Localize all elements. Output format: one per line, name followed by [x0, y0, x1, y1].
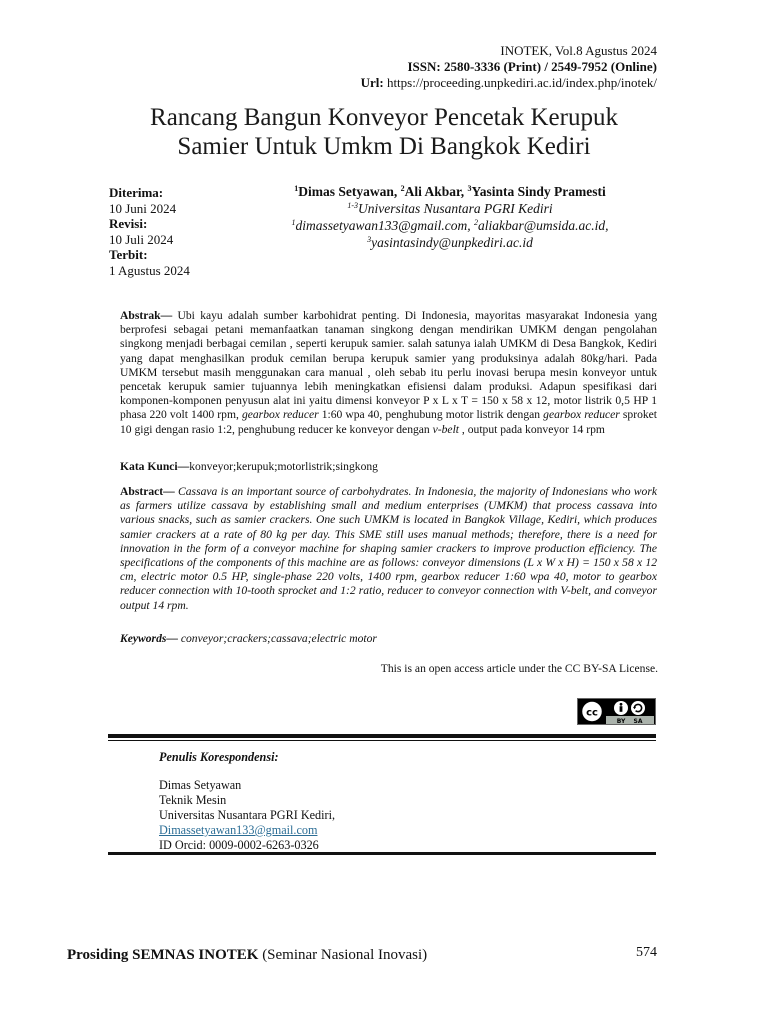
author-affiliation — [240, 200, 660, 217]
divider-bottom — [108, 852, 656, 855]
badge-by-text: BY — [616, 718, 626, 724]
revised-label: Revisi: — [109, 216, 148, 231]
revised-date: 10 Juli 2024 — [109, 231, 174, 247]
abstrak-italic-1: gearbox reducer — [241, 408, 319, 422]
keywords-label: Keywords— — [120, 632, 178, 645]
email-2-sup: 2 — [474, 218, 478, 227]
title-line-2: Samier Untuk Umkm Di Bangkok Kediri — [177, 133, 591, 160]
correspondence-univ: Universitas Nusantara PGRI Kediri, — [159, 808, 336, 822]
affiliation-sup: 1-3 — [347, 201, 359, 210]
correspondence-name: Dimas Setyawan — [159, 778, 242, 792]
author-names — [240, 183, 660, 200]
email-1[interactable]: dimassetyawan133@gmail.com, — [295, 218, 474, 233]
author-emails-line-2 — [240, 234, 660, 251]
journal-url-line — [361, 75, 657, 91]
author-3-sup: 3 — [467, 184, 472, 193]
correspondence-title: Penulis Korespondensi: — [159, 750, 279, 764]
kata-kunci-line — [120, 460, 657, 474]
cc-license-icon — [578, 699, 655, 724]
author-1: Dimas Setyawan, — [298, 184, 401, 199]
abstrak-text-2: 1:60 wpa 40, penghubung motor listrik dengan — [318, 408, 544, 422]
abstrak-italic-3: v-belt — [432, 422, 460, 436]
received-label: Diterima: — [109, 185, 164, 200]
correspondence-dept: Teknik Mesin — [159, 793, 227, 807]
abstrak-label: Abstrak— — [120, 309, 173, 322]
correspondence-email-link[interactable]: Dimassetyawan133@gmail.com — [159, 823, 318, 837]
abstrak-paragraph — [120, 309, 657, 437]
keywords-value: conveyor;crackers;cassava;electric motor — [177, 632, 377, 645]
journal-volume: INOTEK, Vol.8 Agustus 2024 — [500, 43, 657, 58]
divider-thin — [108, 740, 656, 741]
email-3-sup: 3 — [367, 235, 372, 244]
abstract-paragraph — [120, 485, 657, 613]
cc-by-sa-badge[interactable] — [577, 698, 656, 725]
email-1-sup: 1 — [291, 218, 296, 227]
received-date: 10 Juni 2024 — [109, 200, 177, 216]
footer-bold: Prosiding SEMNAS INOTEK — [67, 947, 259, 963]
published-label: Terbit: — [109, 247, 148, 262]
journal-url[interactable]: https://proceeding.unpkediri.ac.id/index.php/inotek/ — [386, 75, 657, 90]
abstract-text: Cassava is an important source of carbohydrates. In Indonesia, the majority of Indonesians who work as farmers utilize cassava by establishing small and medium enterprises (UMKM) that process cassava into various snacks, such as samier crackers. One such UMKM is located in Bangkok Village, Kediri, which produces samier crackers at a rate of 80 kg per day. This SME still uses manual methods; therefore, there is a need for innovation in the form of a conveyor machine for shaping samier crackers to improve production efficiency. The specifications of the components of this machine are as follows: conveyor dimensions (L x W x H) = 150 x 58 x 12 cm, electric motor 0.5 HP, single-phase 220 volts, 1400 rpm, gearbox reducer 1:60 wpa 40, motor to gearbox reducer connection with 10-tooth sprocket and 1:2 ratio, reducer to conveyor connection with V-belt, and conveyor output 14 rpm. — [120, 485, 657, 612]
page-number: 574 — [636, 945, 657, 960]
proceeding-footer — [67, 947, 427, 964]
url-label: Url: — [360, 75, 384, 90]
paper-title — [100, 103, 668, 161]
keywords-line — [120, 632, 657, 646]
badge-sa-text: SA — [633, 718, 643, 724]
abstrak-text-1: Ubi kayu adalah sumber karbohidrat penting. Di Indonesia, mayoritas masyarakat Indonesia yang berprofesi sebagai petani memanfaatkan tanaman singkong dengan mendirikan UMKM dengan pengolahan singkong menjadi berbagai cemilan , seperti kerupuk samier. salah satunya ialah UMKM di Desa Bangkok, Kediri yang dapat menghasilkan produk cemilan berupa kerupuk samier yang produksinya adalah 80kg/hari. Pada UMKM tersebut masih menggunakan cara manual , oleh sebab itu perlu inovasi berupa mesin konveyor untuk pencetak kerupuk samier tujuannya lebih meningkatkan efisiensi dalam produksi. Adapun spesifikasi dari komponen-komponen penyusun alat ini yaitu dimensi konveyor P x L x T = 150 x 58 x 12, motor listrik 0,5 HP 1 phasa 220 volt 1400 rpm, — [120, 309, 657, 422]
abstrak-text-3: sproket 10 gigi dengan rasio 1:2, penghubung reducer ke konveyor dengan — [120, 408, 658, 436]
email-2[interactable]: aliakbar@umsida.ac.id, — [478, 218, 609, 233]
article-dates — [109, 185, 190, 278]
title-line-1: Rancang Bangun Konveyor Pencetak Kerupuk — [150, 104, 618, 131]
author-block — [240, 183, 660, 251]
author-3: Yasinta Sindy Pramesti — [471, 184, 606, 199]
abstrak-italic-2: gearbox reducer — [543, 408, 620, 422]
author-emails-line-1 — [240, 217, 660, 234]
correspondence-block — [159, 750, 335, 853]
author-1-sup: 1 — [294, 184, 299, 193]
footer-rest: (Seminar Nasional Inovasi) — [258, 947, 428, 963]
kata-kunci-value: konveyor;kerupuk;motorlistrik;singkong — [189, 460, 378, 473]
author-2: Ali Akbar, — [404, 184, 468, 199]
kata-kunci-label: Kata Kunci— — [120, 460, 190, 473]
abstrak-text-4: , output pada konveyor 14 rpm — [459, 422, 605, 436]
author-2-sup: 2 — [400, 184, 405, 193]
journal-issn: ISSN: 2580-3336 (Print) / 2549-7952 (Online) — [407, 59, 657, 74]
correspondence-orcid: ID Orcid: 0009-0002-6263-0326 — [159, 838, 319, 852]
affiliation-name: Universitas Nusantara PGRI Kediri — [358, 201, 553, 216]
published-date: 1 Agustus 2024 — [109, 262, 190, 278]
divider-thick — [108, 734, 656, 738]
abstract-label: Abstract— — [120, 485, 175, 498]
email-3[interactable]: yasintasindy@unpkediri.ac.id — [371, 235, 533, 250]
svg-text:cc: cc — [586, 707, 598, 719]
license-statement: This is an open access article under the CC BY-SA License. — [380, 662, 658, 675]
